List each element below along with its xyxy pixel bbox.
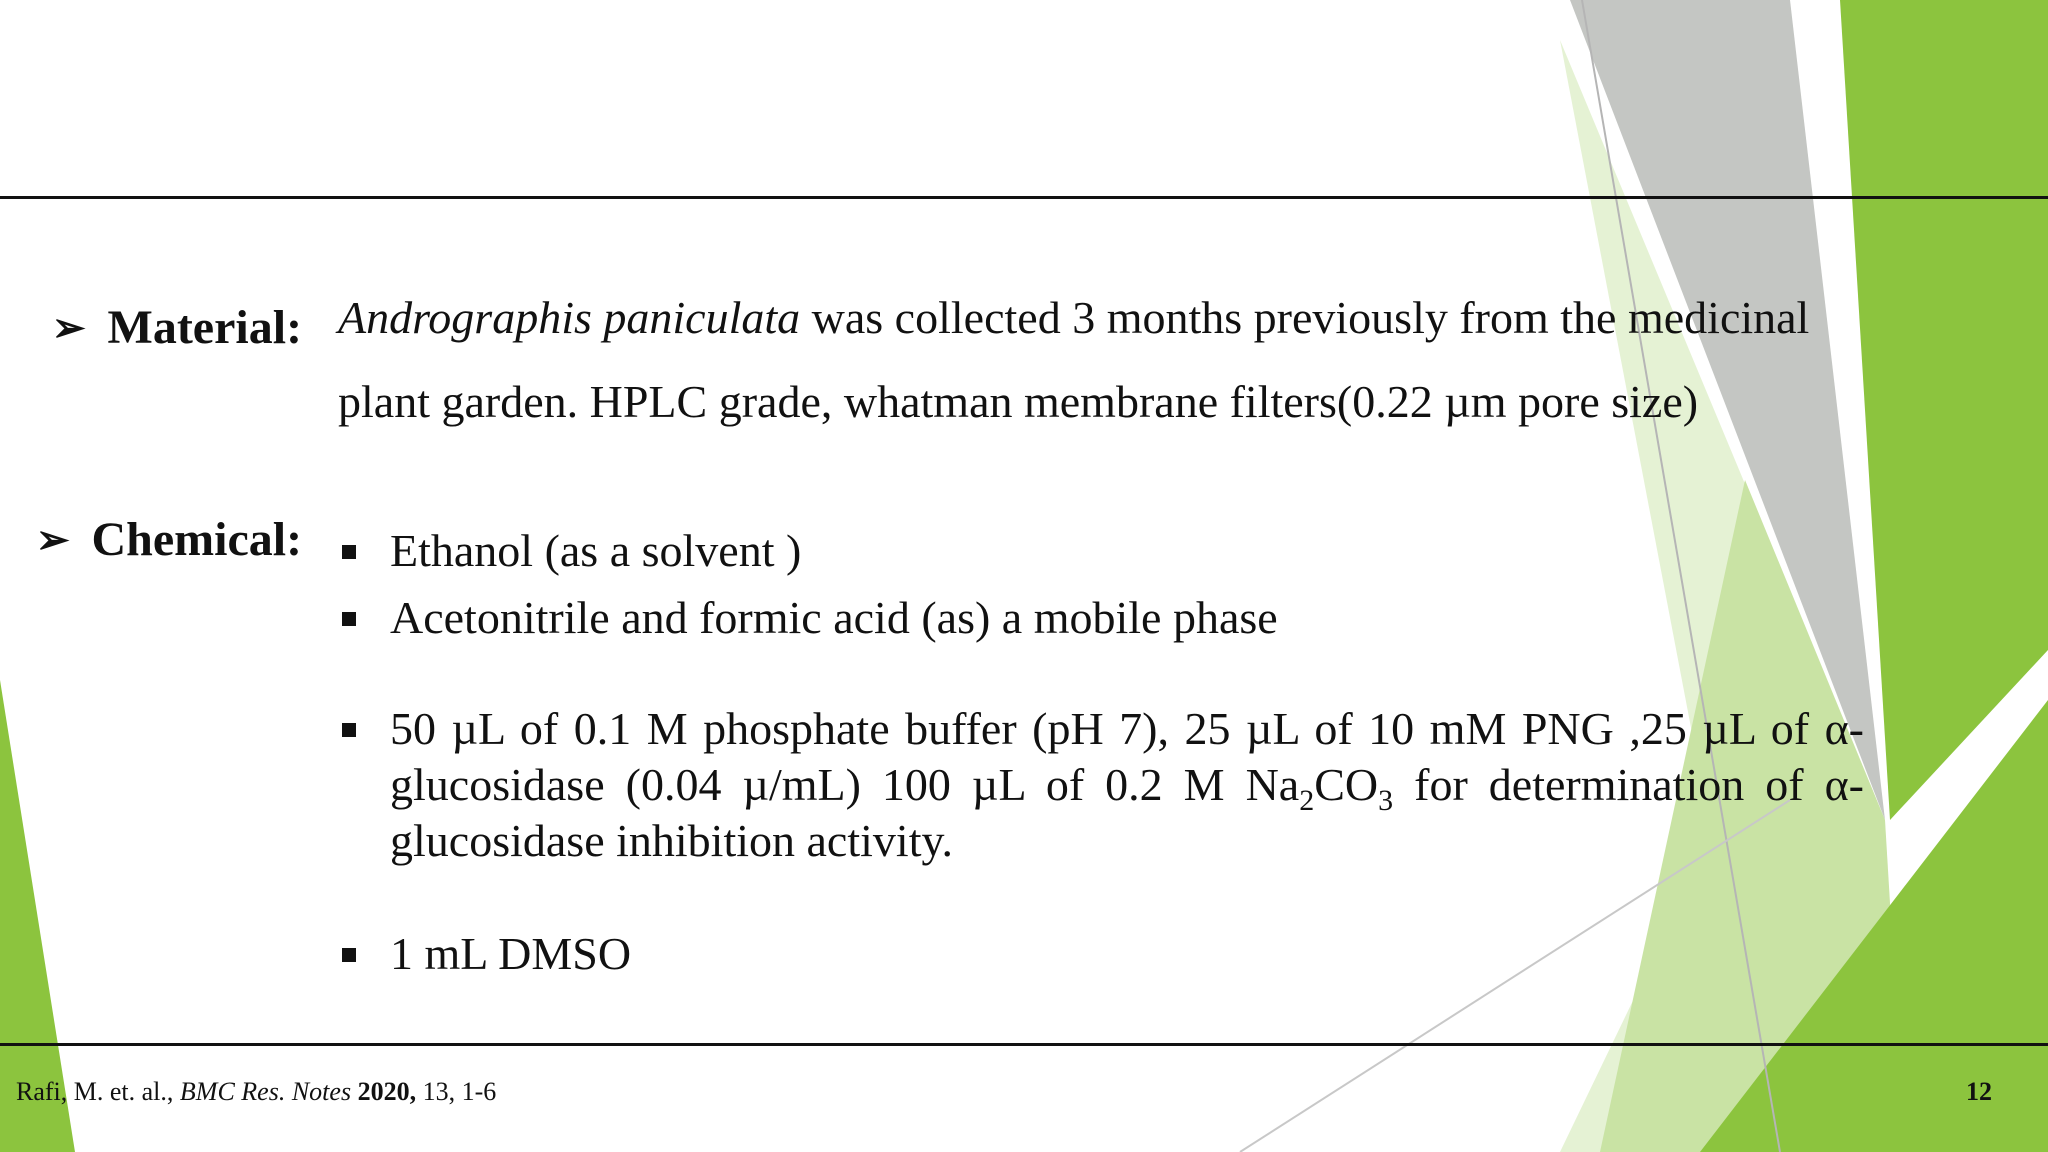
- square-bullet-icon: [342, 948, 356, 962]
- list-item: [342, 701, 1864, 869]
- arrow-bullet-icon: ➢: [52, 305, 86, 350]
- chemical-heading: [36, 512, 302, 567]
- material-text-line2: plant garden. HPLC grade, whatman membrane filters(0.22 µm pore size): [338, 376, 1699, 427]
- square-bullet-icon: [342, 545, 356, 559]
- material-text-line1: was collected 3 months previously from the medicinal: [800, 292, 1810, 343]
- slide-number: 12: [1966, 1077, 1992, 1106]
- chemical-heading-text: Chemical:: [91, 513, 303, 566]
- journal-name: BMC Res. Notes: [179, 1077, 352, 1106]
- square-bullet-icon: [342, 723, 356, 737]
- citation: Rafi, M. et. al., BMC Res. Notes 2020, 13, 1-6: [16, 1077, 497, 1106]
- material-description: [338, 276, 1874, 444]
- species-name: Andrographis paniculata: [338, 292, 801, 343]
- header-divider: [0, 196, 2048, 199]
- material-heading: [52, 300, 302, 355]
- footer-divider: [0, 1043, 2048, 1046]
- list-item: [342, 590, 1278, 646]
- list-item: [342, 523, 801, 579]
- list-item: [342, 926, 631, 982]
- arrow-bullet-icon: ➢: [36, 517, 70, 562]
- material-heading-text: Material:: [107, 301, 303, 354]
- chemical-item-4: 1 mL DMSO: [390, 928, 632, 979]
- chemical-item-3: 50 µL of 0.1 M phosphate buffer (pH 7), 25 µL of 10 mM PNG ,25 µL of α-glucosidase (0.04 µ/mL) 100 µL of 0.2 M $Na_2CO_3$ for determination of α-glucosidase inhibition activity.: [390, 703, 1864, 866]
- citation-year: 2020,: [351, 1077, 417, 1106]
- square-bullet-icon: [342, 612, 356, 626]
- chemical-item-2: Acetonitrile and formic acid (as) a mobile phase: [390, 592, 1278, 643]
- chemical-item-1: Ethanol (as a solvent ): [390, 525, 802, 576]
